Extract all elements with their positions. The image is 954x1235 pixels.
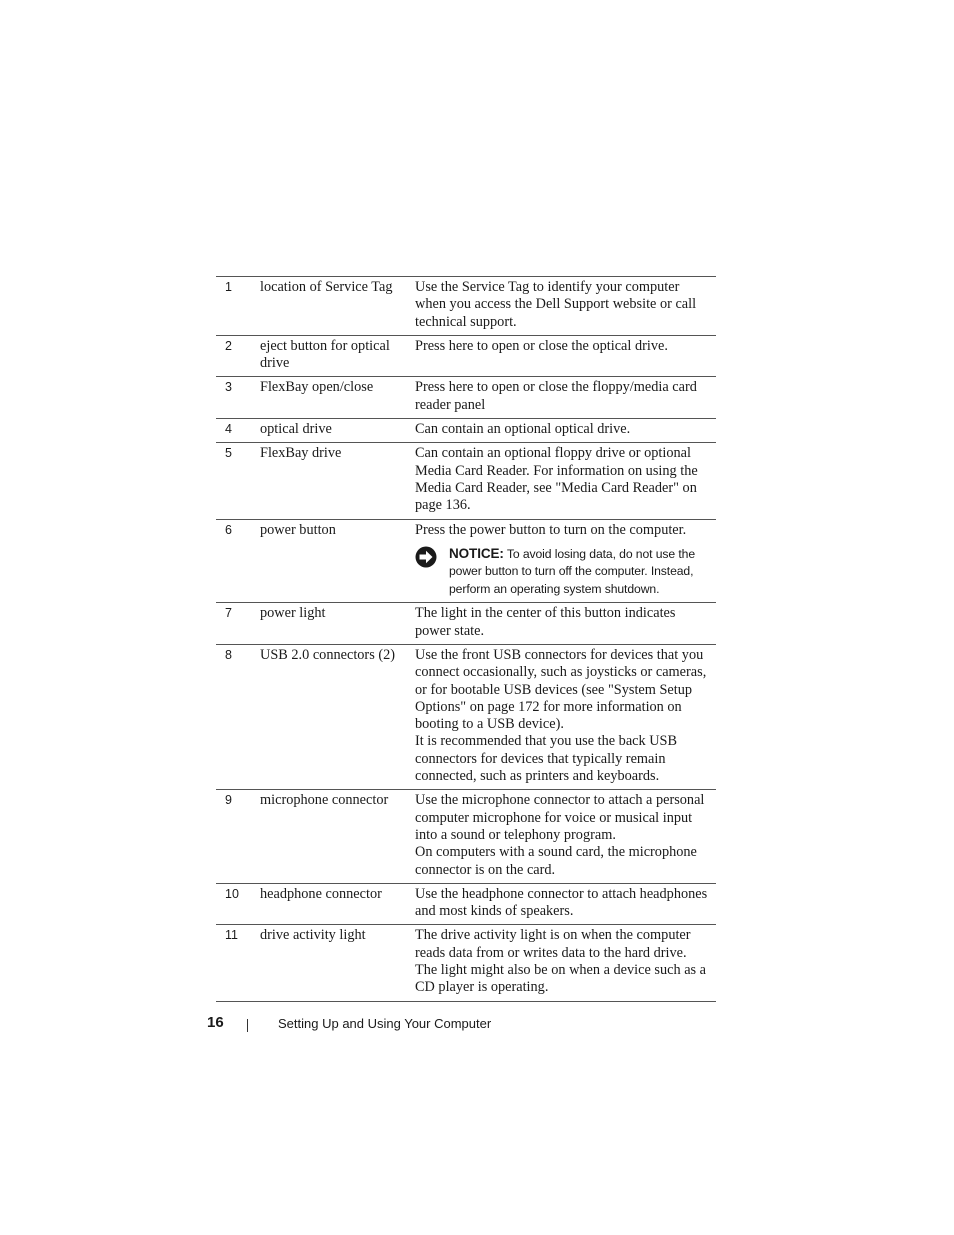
component-name: power button bbox=[260, 521, 336, 538]
component-name: drive activity light bbox=[260, 927, 366, 944]
description-paragraph: Press here to open or close the floppy/media card reader panel bbox=[415, 379, 697, 413]
description-paragraph: Use the microphone connector to attach a personal computer microphone for voice or musical input into a sound or telephony program. bbox=[415, 792, 705, 843]
row-number: 2 bbox=[225, 338, 232, 353]
table-row bbox=[216, 645, 716, 790]
page-footer bbox=[207, 1014, 707, 1034]
component-description bbox=[415, 886, 716, 921]
description-paragraph: Press the power button to turn on the computer. bbox=[415, 521, 687, 538]
description-paragraph: It is recommended that you use the back USB connectors for devices that typically remain connected, such as printers and keyboards. bbox=[415, 733, 678, 785]
notice-arrow-icon bbox=[415, 545, 449, 599]
row-number: 10 bbox=[225, 886, 239, 901]
notice-box bbox=[415, 545, 712, 599]
table-row bbox=[216, 336, 716, 378]
notice-label: NOTICE: bbox=[449, 545, 504, 561]
table-row bbox=[216, 925, 716, 1001]
chapter-title: Setting Up and Using Your Computer bbox=[278, 1016, 492, 1031]
description-paragraph: The light in the center of this button indicates power state. bbox=[415, 605, 676, 639]
row-number: 1 bbox=[225, 280, 232, 294]
table-row bbox=[216, 419, 716, 443]
description-paragraph: Can contain an optional optical drive. bbox=[415, 421, 631, 438]
component-description bbox=[415, 279, 716, 331]
row-number: 8 bbox=[225, 647, 232, 662]
component-description bbox=[415, 792, 716, 878]
component-name: FlexBay drive bbox=[260, 445, 342, 462]
component-description bbox=[415, 647, 716, 785]
description-paragraph: On computers with a sound card, the microphone connector is on the card. bbox=[415, 844, 697, 878]
row-number: 5 bbox=[225, 446, 232, 461]
table-row bbox=[216, 603, 716, 645]
row-number: 11 bbox=[225, 928, 238, 943]
footer-separator bbox=[247, 1019, 248, 1032]
component-name: location of Service Tag bbox=[260, 279, 393, 295]
component-name: USB 2.0 connectors (2) bbox=[260, 646, 396, 663]
component-name: optical drive bbox=[260, 421, 332, 438]
component-name: power light bbox=[260, 605, 326, 622]
row-number: 7 bbox=[225, 606, 232, 621]
description-paragraph: Use the headphone connector to attach headphones and most kinds of speakers. bbox=[415, 885, 708, 920]
notice-body: To avoid losing data, do not use the power button to turn off the computer. Instead, perform an operating system shutdown. bbox=[449, 546, 696, 596]
table-row bbox=[216, 377, 716, 419]
component-description bbox=[415, 522, 716, 599]
table-row bbox=[216, 277, 716, 336]
table-row bbox=[216, 520, 716, 604]
component-description bbox=[415, 445, 716, 514]
component-description bbox=[415, 421, 716, 438]
page-number: 16 bbox=[207, 1014, 224, 1031]
component-description bbox=[415, 379, 716, 414]
notice-text bbox=[449, 545, 712, 599]
component-table bbox=[216, 276, 716, 1002]
component-name: FlexBay open/close bbox=[260, 379, 374, 396]
description-paragraph: Use the front USB connectors for devices that you connect occasionally, such as joysticks or cameras, or for bootable USB devices (see "System Setup Options" on page 172 for more information on booting to a USB device). bbox=[415, 646, 707, 733]
component-description bbox=[415, 605, 716, 640]
description-paragraph: Use the Service Tag to identify your computer when you access the Dell Support website or call technical support. bbox=[415, 279, 697, 330]
table-row bbox=[216, 884, 716, 926]
component-name: eject button for optical drive bbox=[260, 337, 390, 372]
description-paragraph: Press here to open or close the optical drive. bbox=[415, 337, 668, 354]
description-paragraph: The drive activity light is on when the computer reads data from or writes data to the hard drive. The light might also be on when a device such as a CD player is operating. bbox=[415, 927, 707, 996]
row-number: 3 bbox=[225, 380, 232, 395]
component-description bbox=[415, 338, 716, 373]
description-paragraph: Can contain an optional floppy drive or optional Media Card Reader. For information on using the Media Card Reader, see "Media Card Reader" on page 136. bbox=[415, 445, 698, 514]
component-description bbox=[415, 927, 716, 996]
component-name: microphone connector bbox=[260, 792, 389, 809]
table-row bbox=[216, 790, 716, 883]
row-number: 6 bbox=[225, 522, 232, 537]
table-row bbox=[216, 443, 716, 519]
row-number: 9 bbox=[225, 793, 232, 808]
component-name: headphone connector bbox=[260, 885, 382, 902]
row-number: 4 bbox=[225, 422, 232, 437]
